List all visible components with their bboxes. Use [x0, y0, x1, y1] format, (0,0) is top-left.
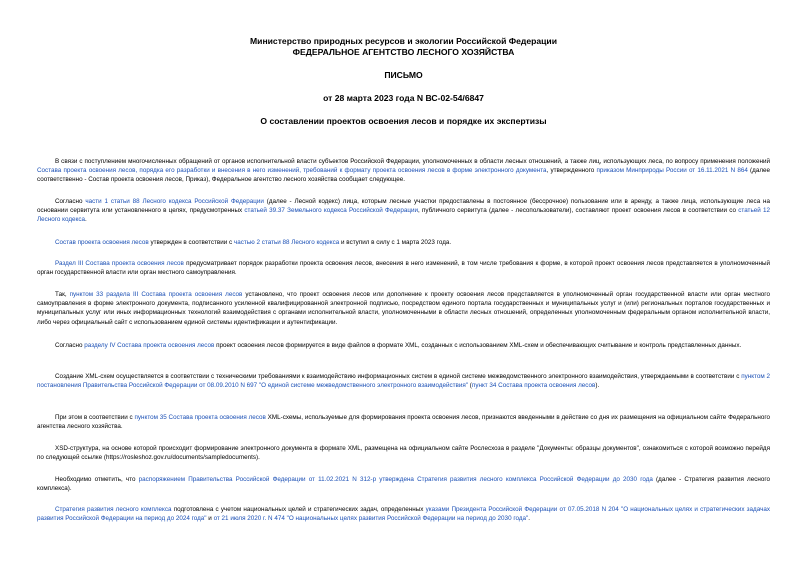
paragraph-3: Состав проекта освоения лесов утвержден в соответствии с частью 2 статьи 88 Лесного кодекса и вступил в силу с 1 марта 2023 года. [55, 239, 452, 246]
link-section-4[interactable]: разделу IV Состава проекта освоения лесов [84, 342, 215, 349]
link-decree-474[interactable]: от 21 июля 2020 г. N 474 "О национальных целях развития Российской Федерации на период до 2030 года" [213, 515, 529, 523]
paragraph-2: Согласно части 1 статьи 88 Лесного кодекса Российской Федерации (далее - Лесной кодекс) лица, которым лесные участки предоставлены в постоянное (бессрочное) пользование или в аренду, а также лица, использующие леса на основании сервитута или установленного в целях, предусмотренных статьей 39.37 Земельного кодекса Российской Федерации, публичного сервитута (далее - лесопользователи), составляют проект освоения лесов в соответствии со статьей 12 Лесного кодекса. [37, 198, 771, 224]
link-land-code-art3937[interactable]: статьей 39.37 Земельного кодекса Российской Федерации [244, 207, 418, 215]
link-order-312r[interactable]: распоряжением Правительства Российской Федерации от 11.02.2021 N 312-р утверждена Стратегия развития лесного комплекса Российской Федерации до 2030 года [138, 476, 653, 483]
paragraph-11: Стратегия развития лесного комплекса подготовлена с учетом национальных целей и стратегических задач, определенных указами Президента Российской Федерации от 07.05.2018 N 204 "О национальных целях и стратегических задачах развития Российской Федерации на период до 2024 года" и от 21 июля 2020 г. N 474 "О национальных целях развития Российской Федерации на период до 2030 года". [37, 506, 770, 523]
agency-name: ФЕДЕРАЛЬНОЕ АГЕНТСТВО ЛЕСНОГО ХОЗЯЙСТВА [292, 47, 515, 57]
document-type: ПИСЬМО [384, 70, 423, 80]
document-date-number: от 28 марта 2023 года N ВС-02-54/6847 [323, 93, 484, 103]
link-section-3[interactable]: Раздел III Состава проекта освоения лесов [55, 260, 184, 267]
link-forest-code-art88-p2[interactable]: частью 2 статьи 88 Лесного кодекса [233, 239, 340, 246]
link-decree-204[interactable]: указами Президента Российской Федерации от 07.05.2018 N 204 "О национальных целях и стратегических задачах развития Российской Федерации на период до 2024 года" [37, 506, 770, 523]
paragraph-7: Создание XML-схем осуществляется в соответствии с техническими требованиями к взаимодействию информационных систем в единой системе межведомственного электронного взаимодействия, утверждаемыми в соответствии с пунктом 2 постановления Правительства Российской Федерации от 08.09.2010 N 697 "О единой системе межведомственного электронного взаимодействия" (пункт 34 Состава проекта освоения лесов). [37, 373, 771, 390]
paragraph-6: Согласно разделу IV Состава проекта освоения лесов проект освоения лесов формируется в виде файлов в формате XML, созданных с использованием XML-схем и обеспечивающих считывание и контроль представленных данных. [55, 342, 742, 349]
link-project-composition[interactable]: Состава проекта освоения лесов, порядка его разработки и внесения в него изменений, требований к формату проекта освоения лесов в форме электронного документа [37, 167, 547, 175]
link-item-34[interactable]: пункт 34 Состава проекта освоения лесов [471, 382, 596, 390]
link-strategy[interactable]: Стратегия развития лесного комплекса [55, 506, 172, 513]
link-resolution-697[interactable]: пунктом 2 постановления Правительства Российской Федерации от 08.09.2010 N 697 "О единой системе межведомственного электронного взаимодействия" [37, 373, 771, 390]
paragraph-5: Так, пунктом 33 раздела III Состава проекта освоения лесов установлено, что проект освоения лесов или дополнение к проекту освоения лесов представляется в уполномоченный орган государственной власти или орган местного самоуправления в форме электронного документа, подписанного усиленной квалифицированной электронной подписью, посредством единого портала государственных и муниципальных услуг и (или) региональных порталов государственных и муниципальных услуг или иных информационных технологий взаимодействия с органами исполнительной власти, уполномоченными в области лесных отношений, определенных уполномоченным федеральным органом исполнительной власти, либо через официальный сайт с использованием единой системы идентификации и аутентификации. [37, 291, 770, 326]
link-order-864[interactable]: приказом Минприроды России от 16.11.2021 N 864 [596, 167, 748, 175]
document-subject: О составлении проектов освоения лесов и порядке их экспертизы [260, 116, 547, 126]
paragraph-4: Раздел III Состава проекта освоения лесов предусматривает порядок разработки проекта освоения лесов, внесения в него изменений, в том числе требования к форме, в которой проект освоения лесов представляется в уполномоченный орган государственной власти или орган местного самоуправления. [37, 260, 770, 277]
paragraph-1: В связи с поступлением многочисленных обращений от органов исполнительной власти субъектов Российской Федерации, уполномоченных в области лесных отношений, а также лиц, использующих леса, по вопросу применения положений Состава проекта освоения лесов, порядка его разработки и внесения в него изменений, требований к формату проекта освоения лесов в форме электронного документа, утвержденного приказом Минприроды России от 16.11.2021 N 864 (далее соответственно - Состав проекта освоения лесов, Приказ), Федеральное агентство лесного хозяйства сообщает следующее. [37, 158, 770, 184]
paragraph-8: При этом в соответствии с пунктом 35 Состава проекта освоения лесов XML-схемы, используемые для формирования проекта освоения лесов, признаются введенными в действие со дня их размещения на официальном сайте Федерального агентства лесного хозяйства. [37, 414, 770, 431]
link-forest-code-art88[interactable]: части 1 статьи 88 Лесного кодекса Российской Федерации [85, 198, 264, 205]
link-item-35[interactable]: пунктом 35 Состава проекта освоения лесов [134, 414, 266, 421]
link-item-33[interactable]: пунктом 33 раздела III Состава проекта освоения лесов [69, 291, 243, 298]
paragraph-10: Необходимо отметить, что распоряжением Правительства Российской Федерации от 11.02.2021 N 312-р утверждена Стратегия развития лесного комплекса Российской Федерации до 2030 года (далее - Стратегия развития лесного комплекса). [37, 476, 771, 493]
paragraph-9: XSD-структура, на основе которой происходит формирование электронного документа в формате XML, размещена на официальном сайте Рослесхоза в разделе "Документы: образцы документов", ознакомиться с которой возможно перейдя по следующей ссылке (https://rosleshoz.gov.ru/documents/sampledocuments). [37, 445, 770, 462]
link-project-composition-2[interactable]: Состав проекта освоения лесов [55, 239, 149, 246]
ministry-name: Министерство природных ресурсов и экологии Российской Федерации [250, 36, 557, 46]
link-forest-code-art12[interactable]: статьей 12 Лесного кодекса [37, 207, 770, 224]
